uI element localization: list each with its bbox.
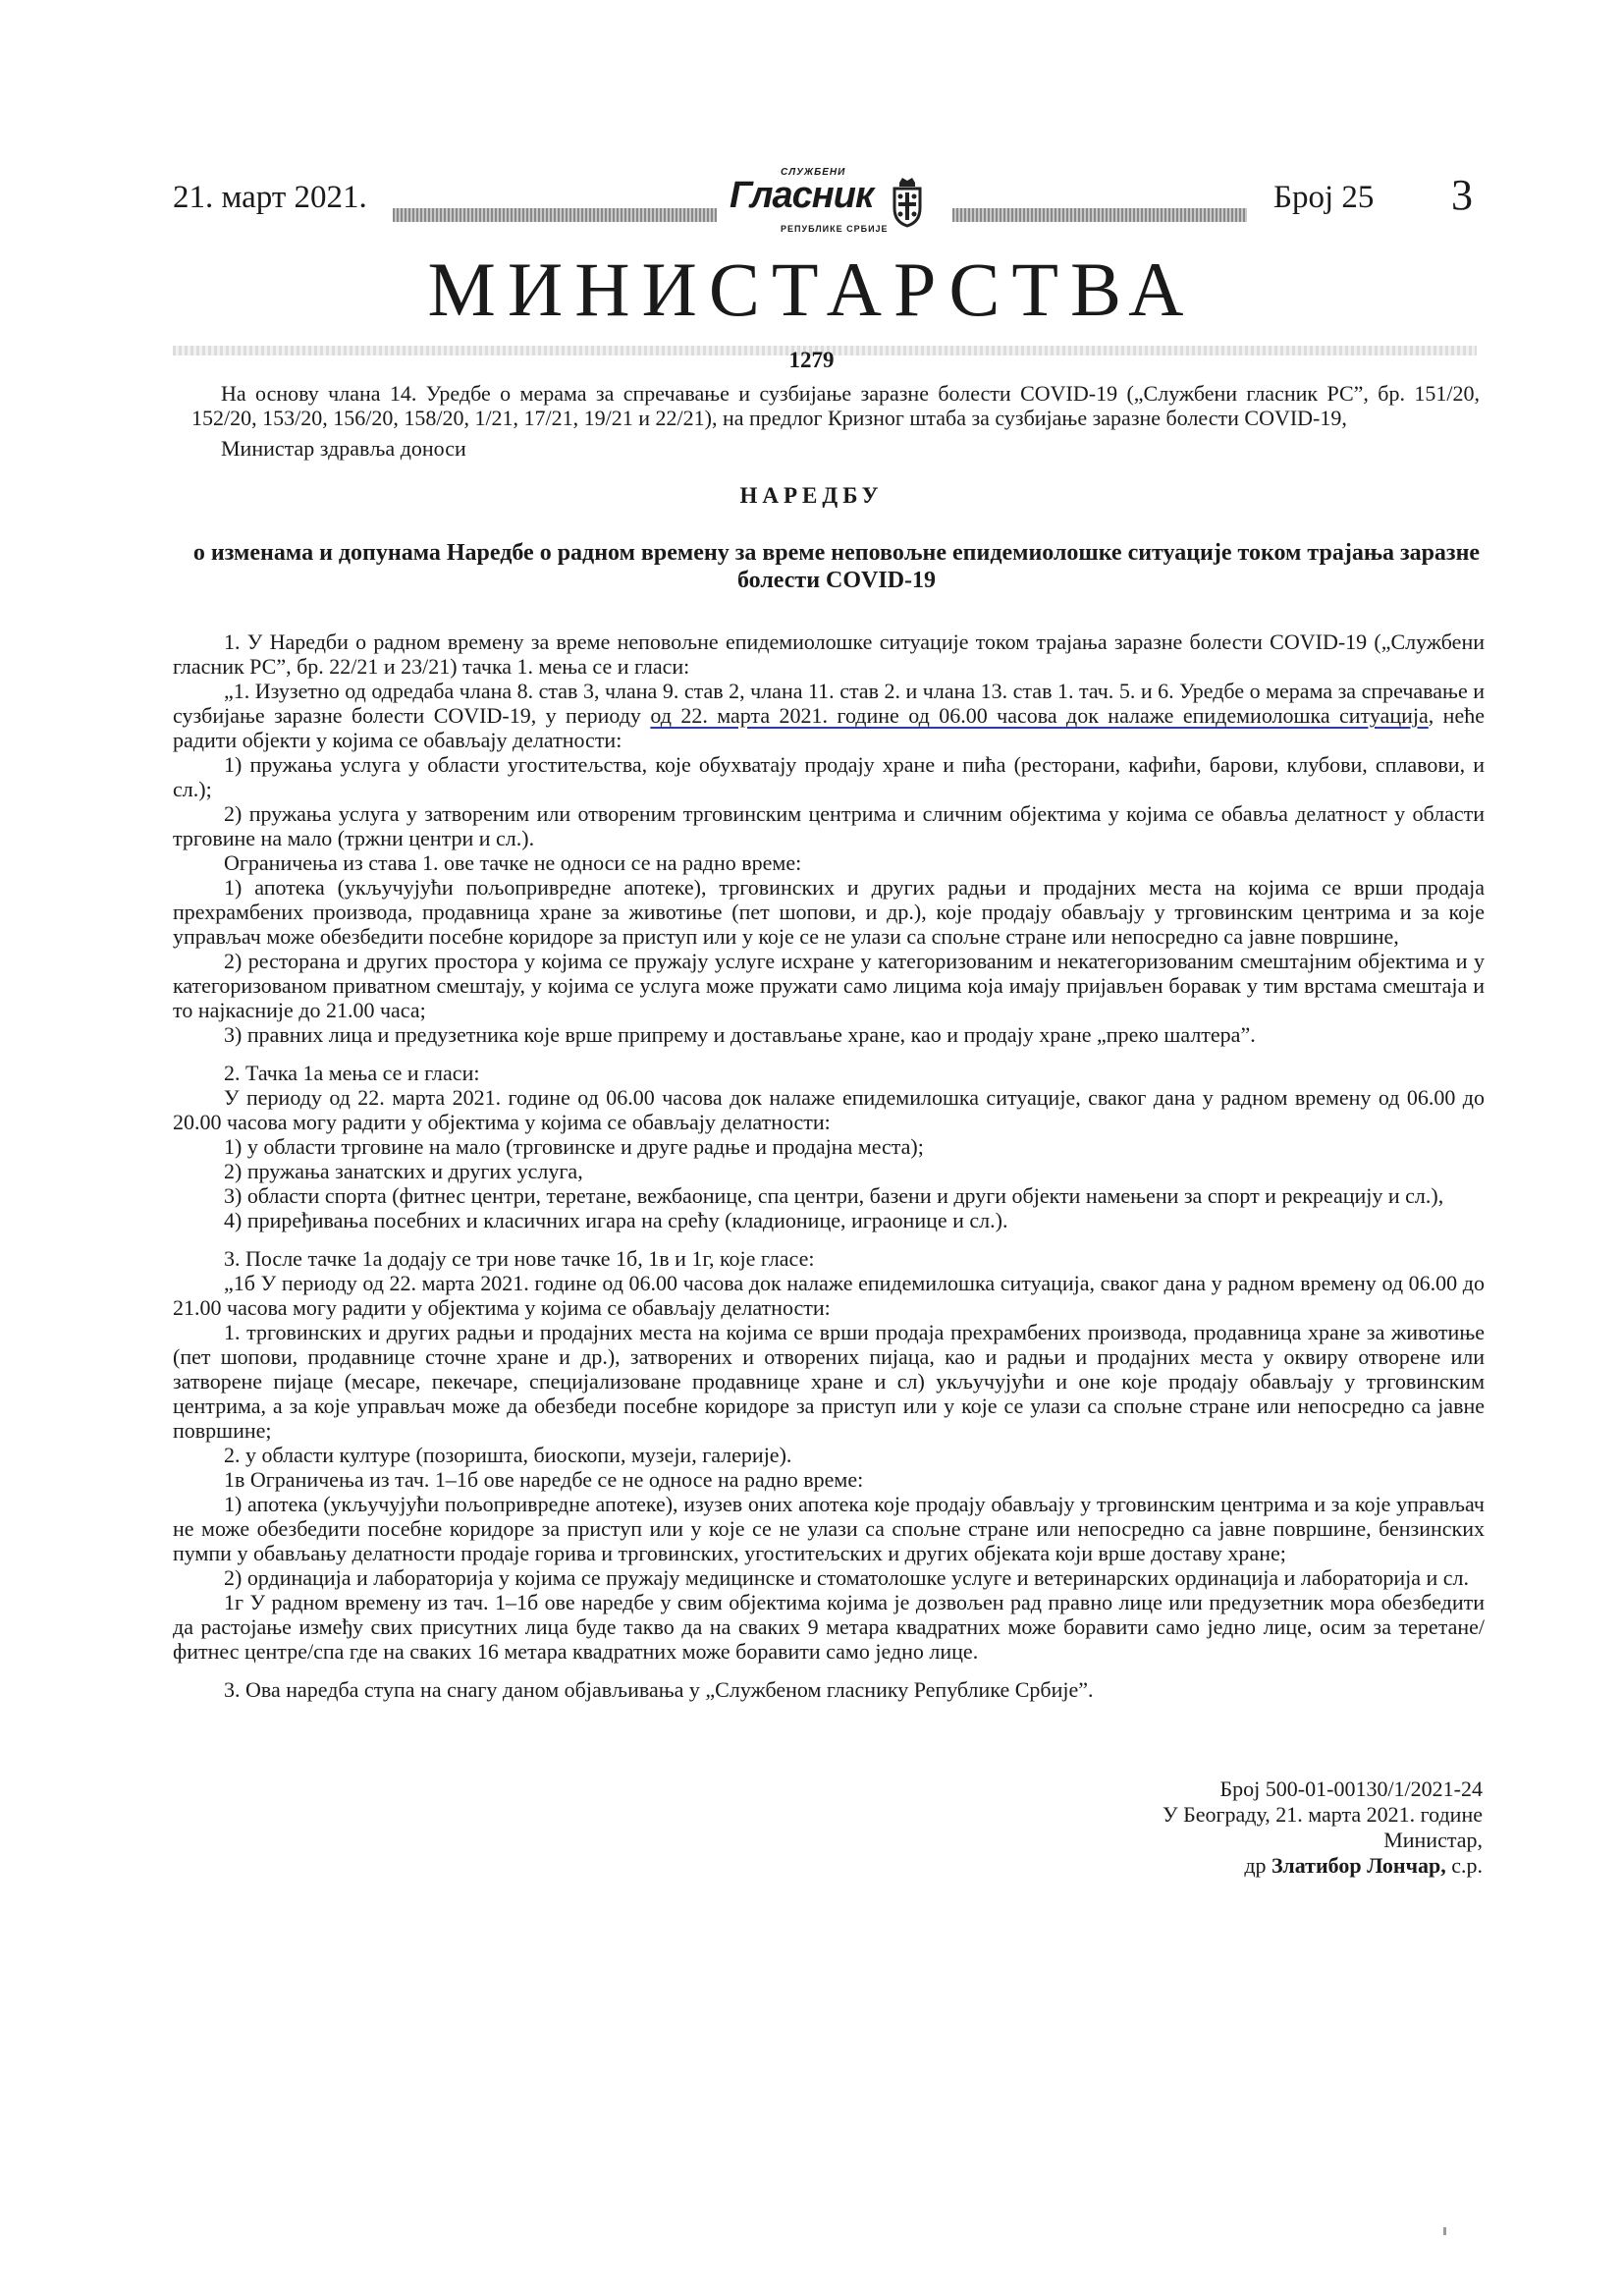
- reference-number: Број 500-01-00130/1/2021-24: [1219, 1777, 1483, 1801]
- paragraph: 1. У Наредби о радном времену за време неповољне епидемиолошке ситуације током трајања заразне болести COVID-19 („Службени гласник РС”, бр. 22/21 и 23/21) тачка 1. мења се и гласи:: [173, 629, 1485, 679]
- header-band-left: [393, 208, 717, 222]
- signatory-role: Министар,: [1383, 1828, 1483, 1852]
- paragraph: 3) правних лица и предузетника које врше припрему и достављање хране, као и продају хране „преко шалтера”.: [224, 1022, 1256, 1047]
- page-number: 3: [1451, 171, 1473, 219]
- coat-of-arms-icon: [891, 177, 924, 228]
- logo-top-text: СЛУЖБЕНИ: [781, 167, 846, 178]
- paragraph: 3. После тачке 1а додају се три нове тачке 1б, 1в и 1г, које гласе:: [224, 1246, 815, 1271]
- paragraph: 1) апотека (укључујући пољопривредне апотеке), трговинских и других радњи и продајних места на којима се врши продаја прехрамбених производа, продавница хране за животиње (пет шопови, и др.), које продају обављају у трговинским центрима и за које управљач може обезбедити посебне коридоре за приступ или у које се не улази са спољне стране или непосредно са јавне површине,: [173, 875, 1485, 949]
- place-and-date: У Београду, 21. марта 2021. године: [1163, 1802, 1483, 1827]
- header-band-right: [952, 208, 1247, 222]
- paragraph: 1) у области трговине на мало (трговинске и друге радње и продајна места);: [224, 1134, 924, 1159]
- act-body: [173, 629, 1485, 1702]
- gazette-logo: [730, 167, 926, 255]
- paragraph: „1б У периоду од 22. марта 2021. године од 06.00 часова док налаже епидемилошка ситуација, сваког дана у радном времену од 06.00 до 21.00 часова могу радити у објектима у којима се обављају делатности:: [173, 1271, 1485, 1320]
- issue-date: 21. март 2021.: [173, 180, 367, 215]
- scan-mark: [1443, 2227, 1446, 2235]
- paragraph: 2) ординација и лабораторија у којима се пружају медицинске и стоматолошке услуге и ветеринарских ординација и лабораторија и сл.: [224, 1565, 1470, 1590]
- paragraph: 2) пружања услуга у затвореним или отвореним трговинским центрима и сличним објектима у којима се обавља делатност у области трговине на мало (тржни центри и сл.).: [173, 801, 1485, 850]
- paragraph: 3) области спорта (фитнес центри, теретане, вежбаонице, спа центри, базени и други објекти намењени за спорт и рекреацију и сл.),: [224, 1183, 1444, 1208]
- act-type: НАРЕДБУ: [739, 483, 884, 508]
- signatory-name: Златибор Лончар,: [1271, 1853, 1446, 1878]
- paragraph: 1) апотека (укључујући пољопривредне апотеке), изузев оних апотека које продају обављају у трговинским центрима и за које управљач не може обезбедити посебне коридоре за приступ или у које се не улази са спољне стране или непосредно са јавне површине, бензинских пумпи у обављању делатности продаје горива и трговинских, угоститељских и других објеката који врше доставу хране;: [173, 1492, 1485, 1565]
- signatory-title: др: [1244, 1853, 1267, 1878]
- paragraph: Ограничења из става 1. ове тачке не односи се на радно време:: [224, 850, 802, 875]
- signatory-suffix: с.р.: [1451, 1853, 1483, 1878]
- paragraph: 1г У радном времену из тач. 1–1б ове наредбе у свим објектима којима је дозвољен рад правно лице или предузетник мора обезбедити да растојање између свих присутних лица буде такво да на сваких 9 метара квадратних може боравити само једно лице, осим за теретане/фитнес центре/спа где на сваких 16 метара квадратних може боравити само једно лице.: [173, 1590, 1485, 1664]
- paragraph: 4) приређивања посебних и класичних игара на срећу (кладионице, играонице и сл.).: [224, 1208, 1008, 1232]
- act-enactor: Министар здравља доноси: [221, 436, 466, 461]
- paragraph: 1. трговинских и других радњи и продајних места на којима се врши продаја прехрамбених производа, продавница хране за животиње (пет шопови, продавнице сточне хране и др.), затворених и отворених пијаца, као и радњи и продајних места у оквиру отворене или затворене пијаце (месаре, пекечаре, специјализоване продавнице хране и сл) укључујући и оне које продају обављају у трговинским центрима, а за које управљач може да обезбеди посебне коридоре за приступ или у које се улази са спољне стране или непосредно са јавне површине;: [173, 1320, 1485, 1443]
- paragraph-text: , неће радити објекти у којима се обављају делатности:: [173, 703, 1485, 752]
- signatory-line: [893, 1853, 1483, 1879]
- act-subtitle: о изменама и допунама Наредбе о радном времену за време неповољне епидемиолошке ситуације током трајања заразне болести COVID-19: [192, 540, 1481, 593]
- paragraph: 2) ресторана и других простора у којима се пружају услуге исхране у категоризованим и некатегоризованим смештајним објектима и у категоризованом приватном смештају, у којима се услуга може пружати само лицима која имају пријављен боравак у тим врстама смештаја и то најкасније до 21.00 часа;: [173, 949, 1485, 1022]
- section-title: МИНИСТАРСТВА: [427, 246, 1196, 332]
- logo-main-text: Гласник: [730, 175, 874, 216]
- act-preamble: На основу члана 14. Уредбе о мерама за спречавање и сузбијање заразне болести COVID-19 („Службени гласник РС”, бр. 151/20, 152/20, 153/20, 156/20, 158/20, 1/21, 17/21, 19/21 и 22/21), на предлог Кризног штаба за сузбијање заразне болести COVID-19,: [191, 381, 1480, 430]
- paragraph-text: „1. Изузетно од одредаба члана 8. став 3, члана 9. став 2, члана 11. став 2. и члана 13. став 1. тач. 5. и 6. Уредбе о мерама за спречавање и сузбијање заразне болести COVID-19, у периоду: [173, 679, 1485, 728]
- paragraph: 2. у области културе (позоришта, биоскопи, музеји, галерије).: [224, 1443, 792, 1467]
- paragraph: У периоду од 22. марта 2021. године од 06.00 часова док налаже епидемилошка ситуације, сваког дана у радном времену од 06.00 до 20.00 часова могу радити у објектима у којима се обављају делатности:: [173, 1085, 1485, 1134]
- paragraph: 3. Ова наредба ступа на снагу даном објављивања у „Службеном гласнику Републике Србије”.: [224, 1677, 1094, 1702]
- issue-number: Број 25: [1273, 180, 1375, 215]
- paragraph: 2) пружања занатских и других услуга,: [224, 1159, 583, 1183]
- paragraph: [173, 679, 1485, 752]
- act-number: 1279: [788, 348, 835, 372]
- paragraph: 1) пружања услуга у области угоститељства, које обухватају продају хране и пића (ресторани, кафићи, барови, клубови, сплавови, и сл.);: [173, 752, 1485, 801]
- handwritten-underline: од 22. марта 2021. године од 06.00 часова док налаже епидемиолошка ситуација: [650, 703, 1429, 728]
- logo-bottom-text: РЕПУБЛИКЕ СРБИЈЕ: [781, 224, 889, 234]
- signature-block: [893, 1777, 1483, 1879]
- paragraph: 1в Ограничења из тач. 1–1б ове наредбе се не односе на радно време:: [224, 1467, 864, 1492]
- paragraph: 2. Тачка 1а мења се и гласи:: [224, 1061, 480, 1085]
